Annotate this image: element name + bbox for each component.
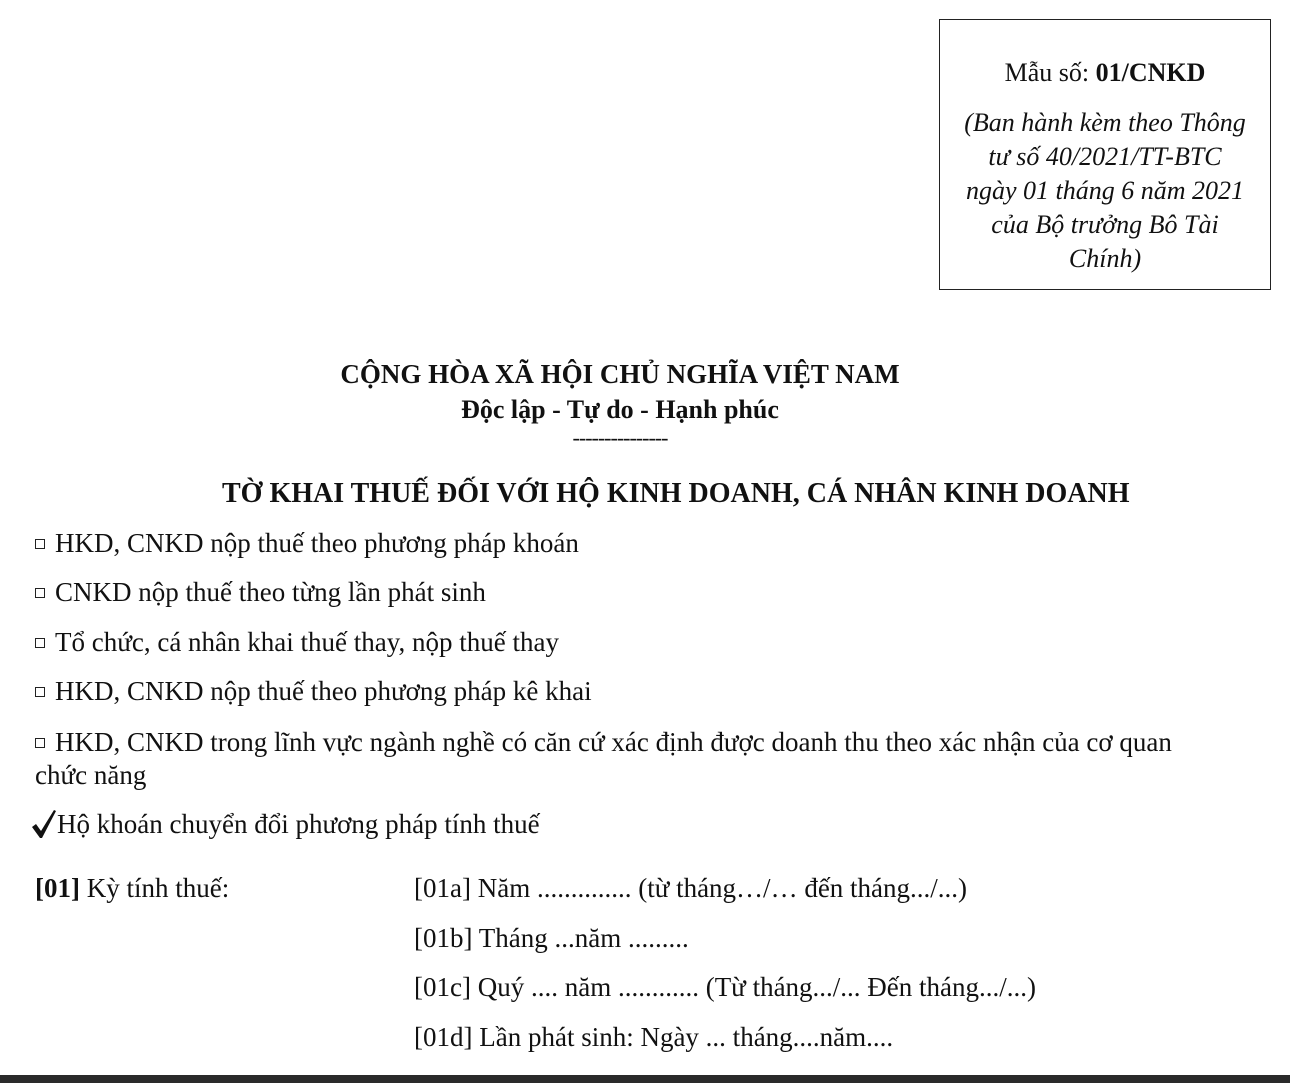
tax-period-year[interactable]: [01a] Năm .............. (từ tháng…/… đến tháng.../...) — [414, 873, 968, 903]
checkbox-icon[interactable] — [35, 638, 45, 648]
tax-period-occurrence[interactable]: [01d] Lần phát sinh: Ngày ... tháng....năm.... — [414, 1022, 894, 1052]
option-label: Hộ khoán chuyển đổi phương pháp tính thuế — [57, 809, 540, 839]
nation-heading: CỘNG HÒA XÃ HỘI CHỦ NGHĨA VIỆT NAM — [340, 359, 900, 389]
option-label: HKD, CNKD nộp thuế theo phương pháp kê khai — [55, 676, 592, 706]
option-per-occurrence[interactable] — [35, 576, 486, 609]
option-label: Tổ chức, cá nhân khai thuế thay, nộp thuế thay — [55, 627, 559, 657]
option-verified-revenue[interactable] — [35, 726, 1215, 792]
tax-period-month[interactable]: [01b] Tháng ...năm ......... — [414, 923, 689, 953]
checkbox-icon[interactable] — [35, 687, 45, 697]
document-title: TỜ KHAI THUẾ ĐỐI VỚI HỘ KINH DOANH, CÁ NHÂN KINH DOANH — [222, 478, 1130, 509]
page-bottom-edge — [0, 1075, 1290, 1083]
option-declaration[interactable] — [35, 675, 592, 708]
header-separator: --------------- — [572, 425, 668, 450]
tax-period-text: Kỳ tính thuế: — [79, 873, 230, 903]
national-motto: Độc lập - Tự do - Hạnh phúc — [461, 395, 779, 424]
option-lump-sum[interactable] — [35, 527, 579, 560]
form-number-value: 01/CNKD — [1095, 58, 1206, 87]
checkbox-icon[interactable] — [35, 738, 45, 748]
form-note-line: của Bộ trưởng Bô Tài — [991, 210, 1219, 239]
option-method-conversion[interactable] — [35, 808, 540, 841]
form-note-line: tư số 40/2021/TT-BTC — [988, 142, 1222, 171]
option-withholding[interactable] — [35, 626, 559, 659]
form-issuance-note — [940, 106, 1270, 276]
option-label: CNKD nộp thuế theo từng lần phát sinh — [55, 577, 486, 607]
form-note-line: ngày 01 tháng 6 năm 2021 — [965, 176, 1245, 205]
tax-period-code: [01] — [35, 873, 80, 903]
form-number — [940, 58, 1270, 88]
form-note-line: Chính) — [1068, 244, 1142, 273]
tax-period-label — [35, 871, 229, 905]
option-label: HKD, CNKD trong lĩnh vực ngành nghề có căn cứ xác định được doanh thu theo xác nhận của cơ quan chức năng — [35, 727, 1172, 790]
checkmark-icon[interactable] — [31, 809, 57, 839]
tax-period-quarter[interactable]: [01c] Quý .... năm ............ (Từ tháng.../... Đến tháng.../...) — [414, 972, 1037, 1002]
checkbox-icon[interactable] — [35, 588, 45, 598]
form-number-label: Mẫu số: — [1004, 58, 1096, 87]
option-label: HKD, CNKD nộp thuế theo phương pháp khoán — [55, 528, 579, 558]
checkbox-icon[interactable] — [35, 539, 45, 549]
form-number-box — [939, 19, 1271, 290]
form-note-line: (Ban hành kèm theo Thông — [964, 108, 1246, 137]
